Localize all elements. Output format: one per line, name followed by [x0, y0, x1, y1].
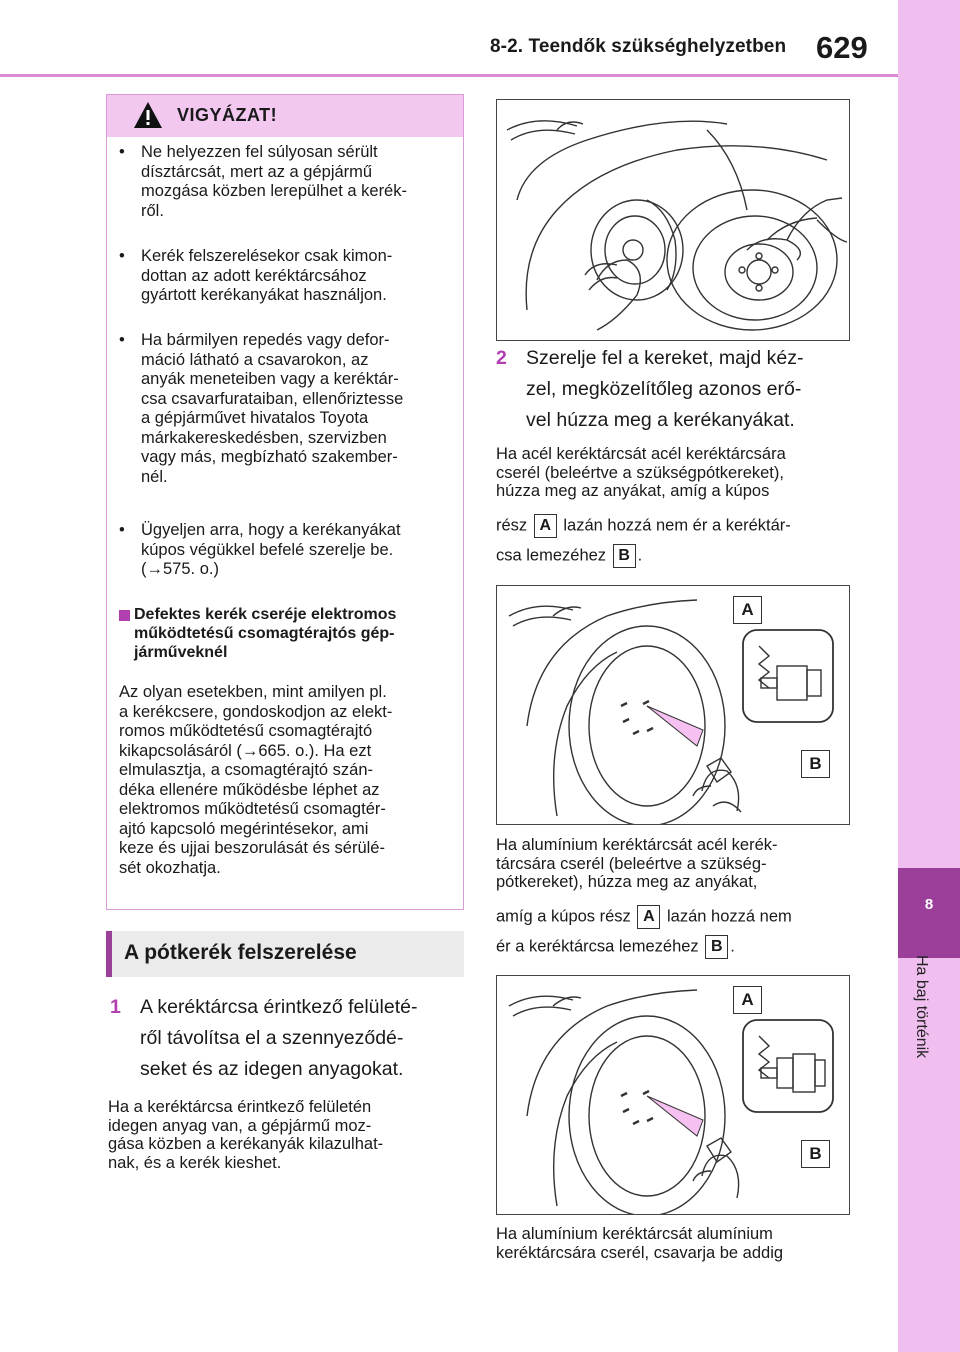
text-fragment: ér a keréktárcsa lemezéhez [496, 937, 699, 956]
caution-bullet [119, 143, 453, 223]
note-line-with-label [496, 544, 642, 568]
caution-paragraph [119, 683, 457, 878]
label-b: B [801, 1140, 830, 1168]
text-line: cserél (beleértve a szükségpótkereket), [496, 463, 784, 482]
chapter-number: 8 [924, 896, 934, 913]
text-line: dísztárcsát, mert az a gépjármű [141, 162, 373, 181]
text-line: romos működtetésű csomagtérajtó [119, 722, 373, 740]
text-line: keréktárcsára cserél, csavarja be addig [496, 1243, 784, 1262]
text-line: déka ellenére működésbe léphet az [119, 780, 380, 799]
alu-nut-illustration [497, 976, 850, 1215]
note-line-with-label [496, 514, 791, 538]
label-a-inline: A [534, 514, 557, 538]
text-line: Szerelje fel a kereket, majd kéz- [526, 347, 804, 369]
text-line: Ha alumínium keréktárcsát alumínium [496, 1225, 773, 1243]
figure-clean-hub [496, 99, 850, 341]
text-line: Ha alumínium keréktárcsát acél kerék- [496, 836, 778, 854]
text-fragment: amíg a kúpos rész [496, 907, 631, 926]
text-line: nak, és a kerék kieshet. [108, 1153, 282, 1172]
chapter-title: Ha baj történik [913, 955, 930, 1059]
text-line: Ne helyezzen fel súlyosan sérült [141, 143, 378, 161]
text-line: tárcsára cserél (beleértve a szükség- [496, 854, 767, 873]
step-1 [110, 992, 470, 1088]
step-number: 1 [110, 996, 121, 1018]
text-line: ről távolítsa el a szennyeződé- [140, 1027, 404, 1049]
text-line: a gépjárművet hivatalos Toyota [141, 409, 369, 427]
bullet-mark: • [119, 247, 125, 265]
step-2-note-steel [496, 445, 856, 501]
text-line: sét okozhatja. [119, 858, 221, 877]
text-line: ről. [141, 201, 164, 220]
text-fragment: . [637, 546, 643, 565]
bullet-mark: • [119, 143, 125, 161]
text-line: Az olyan esetekben, mint amilyen pl. [119, 683, 387, 701]
label-a-inline: A [637, 905, 660, 929]
label-a: A [733, 986, 762, 1014]
text-line: pótkereket), húzza meg az anyákat, [496, 873, 758, 891]
text-line: vagy más, megbízható szakember- [141, 448, 398, 466]
steel-nut-illustration [497, 586, 850, 825]
warning-icon [133, 101, 163, 129]
text-line: elmulasztja, a csomagtérajtó szán- [119, 761, 374, 779]
text-line: máció látható a csavarokon, az [141, 350, 369, 369]
step-2-note-alu-on-alu [496, 1225, 856, 1262]
figure-steel-nut [496, 585, 850, 825]
label-b-inline: B [613, 544, 636, 568]
hub-cleaning-illustration [497, 100, 850, 341]
text-line: kúpos végükkel befelé szerelje be. [141, 540, 394, 559]
header-rule [0, 74, 898, 77]
caution-box [106, 94, 464, 910]
text-line: zel, megközelítőleg azonos erő- [526, 378, 802, 400]
caution-bullet [119, 521, 453, 581]
chapter-title-vertical [912, 955, 946, 1195]
text-line: ajtó kapcsoló megérintésekor, ami [119, 819, 369, 838]
chapter-number-box [898, 868, 960, 958]
text-line: Defektes kerék cseréje elektromos [134, 606, 397, 623]
label-a: A [733, 596, 762, 624]
bullet-mark: • [119, 331, 125, 349]
text-line: járműveknél [134, 644, 228, 661]
text-fragment: lazán hozzá nem [667, 907, 792, 926]
text-line: keze és ujjai beszorulását és sérülé- [119, 839, 385, 857]
text-fragment: csa lemezéhez [496, 546, 607, 565]
square-bullet-icon [119, 610, 130, 621]
page-number: 629 [816, 30, 868, 65]
text-line: Ügyeljen arra, hogy a kerékanyákat [141, 521, 401, 539]
text-line: A keréktárcsa érintkező felületé- [140, 996, 418, 1018]
text-line: működtetésű csomagtérajtós gép- [134, 625, 395, 642]
step-1-note [108, 1098, 468, 1172]
caution-title: VIGYÁZAT! [177, 105, 278, 125]
text-line: gása közben a kerékanyák kilazulhat- [108, 1135, 384, 1153]
note-line-with-label [496, 935, 735, 959]
label-b: B [801, 750, 830, 778]
running-header: 8-2. Teendők szükséghelyzetben [490, 36, 787, 57]
text-line: a kerékcsere, gondoskodjon az elekt- [119, 702, 393, 721]
text-line: seket és az idegen anyagokat. [140, 1058, 404, 1080]
step-number: 2 [496, 347, 507, 369]
text-line: kikapcsolásáról (→665. o.). Ha ezt [119, 741, 372, 760]
text-line: húzza meg az anyákat, amíg a kúpos [496, 482, 770, 500]
text-fragment: . [730, 937, 735, 956]
figure-alu-nut [496, 975, 850, 1215]
note-line-with-label [496, 905, 792, 929]
section-heading [106, 931, 464, 977]
section-title: A pótkerék felszerelése [124, 941, 357, 964]
text-line: nél. [141, 467, 168, 486]
text-line: anyák meneteiben vagy a keréktár- [141, 370, 399, 388]
text-line: mozgása közben lerepülhet a kerék- [141, 182, 407, 200]
bullet-mark: • [119, 521, 125, 539]
text-line: csa csavarfurataiban, ellenőriztesse [141, 389, 404, 408]
text-line: vel húzza meg a kerékanyákat. [526, 409, 795, 431]
text-line: idegen anyag van, a gépjármű moz- [108, 1116, 372, 1135]
text-line: márkakereskedésben, szervizben [141, 428, 387, 447]
text-line: Ha a keréktárcsa érintkező felületén [108, 1098, 372, 1116]
caution-bullet [119, 331, 453, 491]
text-line: Kerék felszerelésekor csak kimon- [141, 247, 393, 265]
caution-header [107, 95, 463, 137]
text-line: dottan az adott keréktárcsához [141, 266, 367, 285]
text-line: Ha bármilyen repedés vagy defor- [141, 331, 390, 349]
text-line: elektromos működtetésű csomagtér- [119, 800, 386, 818]
label-b-inline: B [705, 935, 728, 959]
step-2 [496, 343, 856, 439]
text-fragment: rész [496, 516, 528, 535]
caution-bullet [119, 247, 453, 307]
text-line: gyártott kerékanyákat használjon. [141, 286, 387, 304]
step-2-note-alu-on-steel [496, 836, 856, 892]
text-line: (→575. o.) [141, 560, 219, 578]
text-fragment: lazán hozzá nem ér a keréktár- [563, 516, 791, 535]
text-line: Ha acél keréktárcsát acél keréktárcsára [496, 445, 786, 463]
